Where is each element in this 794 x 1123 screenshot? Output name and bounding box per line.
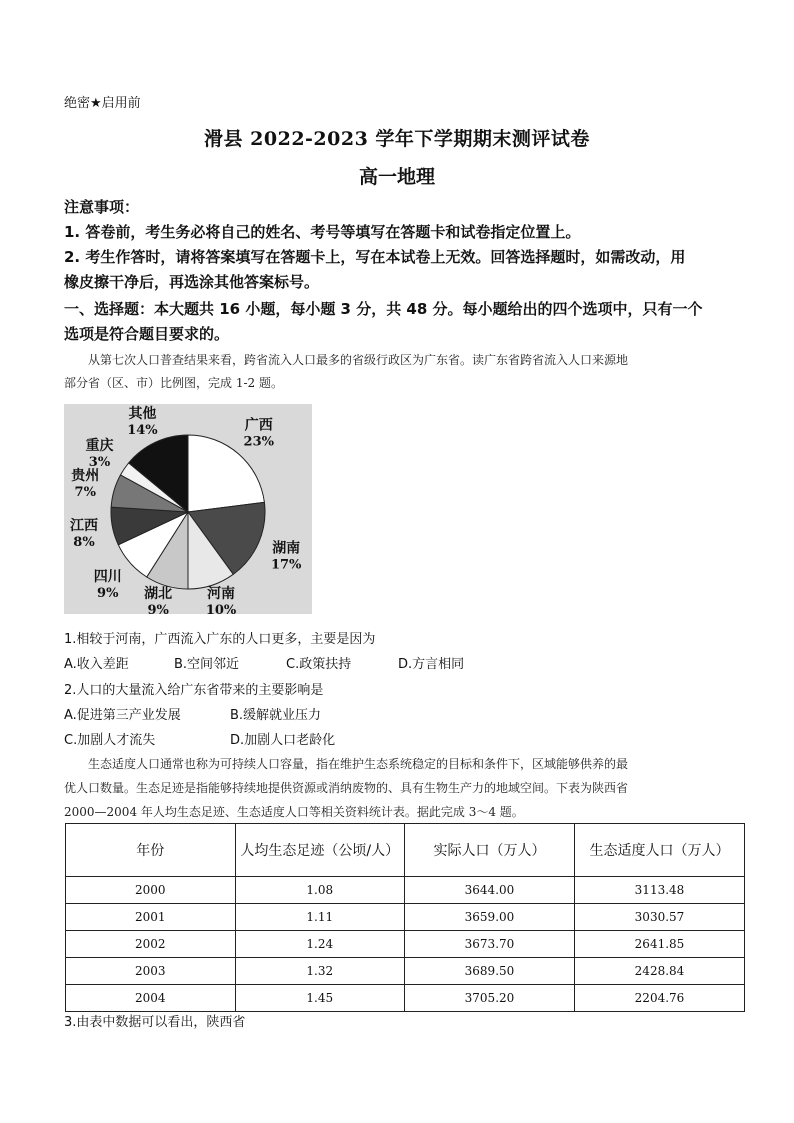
table-cell: 3673.70: [404, 931, 574, 958]
pie-label-name: 四川: [93, 568, 122, 585]
pie-chart: [64, 404, 312, 614]
table-row: [66, 877, 745, 904]
table-cell: 2003: [66, 958, 236, 985]
question-1: 1.相较于河南，广西流入广东的人口更多，主要是因为: [64, 632, 376, 647]
header-footprint: 人均生态足迹（公顷/人）: [235, 824, 404, 877]
intro-2-line-3: 2000—2004 年人均生态足迹、生态适度人口等相关资料统计表。据此完成 3～4 题。: [64, 805, 524, 819]
header-year: 年份: [66, 824, 236, 877]
pie-label-name: 河南: [207, 586, 236, 602]
q2-option-d: D.加剧人口老龄化: [230, 733, 336, 748]
table-cell: 2004: [66, 985, 236, 1012]
question-2-options-row-1: [64, 704, 584, 723]
pie-label-value: 9%: [147, 603, 169, 614]
table-row: [66, 931, 745, 958]
pie-label-value: 17%: [270, 557, 302, 573]
table-cell: 2002: [66, 931, 236, 958]
table-cell: 2000: [66, 877, 236, 904]
table-cell: 3113.48: [574, 877, 744, 904]
q1-option-b: B.空间邻近: [174, 657, 240, 672]
pie-label-value: 10%: [205, 603, 237, 614]
table-row: [66, 904, 745, 931]
notes-item-2-line-2: 橡皮擦干净后，再选涂其他答案标号。: [64, 273, 320, 291]
header-actual-pop: 实际人口（万人）: [404, 824, 574, 877]
table-cell: 3030.57: [574, 904, 744, 931]
section-1-line-1: 一、选择题：本大题共 16 小题，每小题 3 分，共 48 分。每小题给出的四个选项中，只有一个: [64, 300, 703, 318]
pie-label-value: 3%: [88, 454, 111, 470]
table-cell: 2641.85: [574, 931, 744, 958]
table-cell: 3644.00: [404, 877, 574, 904]
pie-label-value: 8%: [73, 535, 95, 551]
table-cell: 1.45: [235, 985, 404, 1012]
intro-2-line-1: 生态适度人口通常也称为可持续人口容量，指在维护生态系统稳定的目标和条件下，区域能够供养的最: [88, 757, 629, 771]
pie-label-name: 贵州: [71, 468, 100, 485]
table-header-row: [66, 824, 745, 877]
table-cell: 1.11: [235, 904, 404, 931]
table-cell: 1.32: [235, 958, 404, 985]
table-cell: 1.24: [235, 931, 404, 958]
pie-label-value: 7%: [74, 485, 96, 501]
question-3: 3.由表中数据可以看出，陕西省: [64, 1015, 246, 1030]
table-row: [66, 985, 745, 1012]
page-subtitle: 高一地理: [358, 166, 435, 188]
table-cell: 1.08: [235, 877, 404, 904]
table-row: [66, 958, 745, 985]
q2-option-a: A.促进第三产业发展: [64, 708, 181, 723]
table-cell: 3659.00: [404, 904, 574, 931]
table-cell: 3705.20: [404, 985, 574, 1012]
header-eco-pop: 生态适度人口（万人）: [574, 824, 744, 877]
notes-item-2-line-1: 2. 考生作答时，请将答案填写在答题卡上，写在本试卷上无效。回答选择题时，如需改动，用: [64, 248, 686, 266]
pie-label-name: 其他: [128, 406, 157, 422]
pie-label-name: 湖南: [272, 540, 301, 557]
pie-label-name: 重庆: [85, 437, 114, 454]
q1-option-c: C.政策扶持: [286, 657, 352, 672]
q2-option-c: C.加剧人才流失: [64, 733, 156, 748]
question-1-options: [64, 653, 584, 672]
q1-option-d: D.方言相同: [398, 657, 465, 672]
intro-2-line-2: 优人口数量。生态足迹是指能够持续地提供资源或消纳废物的、具有生物生产力的地域空间。下表为陕西省: [64, 781, 629, 795]
notes-heading: 注意事项：: [64, 198, 140, 216]
intro-1-line-1: 从第七次人口普查结果来看，跨省流入人口最多的省级行政区为广东省。读广东省跨省流入人口来源地: [88, 353, 629, 367]
q2-option-b: B.缓解就业压力: [230, 708, 322, 723]
pie-label-value: 14%: [127, 423, 158, 438]
pie-label-value: 23%: [243, 434, 274, 450]
question-2: 2.人口的大量流入给广东省带来的主要影响是: [64, 683, 324, 698]
pie-label-name: 湖北: [144, 586, 173, 602]
table-cell: 3689.50: [404, 958, 574, 985]
pie-chart-panel: [64, 404, 312, 614]
section-1-line-2: 选项是符合题目要求的。: [64, 325, 230, 343]
page-title: 滑县 2022-2023 学年下学期期末测评试卷: [204, 128, 590, 150]
data-table: [65, 823, 745, 1012]
table-cell: 2428.84: [574, 958, 744, 985]
q1-option-a: A.收入差距: [64, 657, 129, 672]
secret-mark: 绝密★启用前: [64, 96, 141, 111]
question-2-options-row-2: [64, 729, 584, 748]
pie-label-name: 江西: [70, 518, 98, 535]
intro-1-line-2: 部分省（区、市）比例图，完成 1-2 题。: [64, 376, 283, 390]
table-cell: 2001: [66, 904, 236, 931]
table-cell: 2204.76: [574, 985, 744, 1012]
notes-item-1: 1. 答卷前，考生务必将自己的姓名、考号等填写在答题卡和试卷指定位置上。: [64, 223, 581, 241]
pie-label-value: 9%: [97, 585, 119, 601]
pie-label-name: 广西: [244, 417, 273, 434]
